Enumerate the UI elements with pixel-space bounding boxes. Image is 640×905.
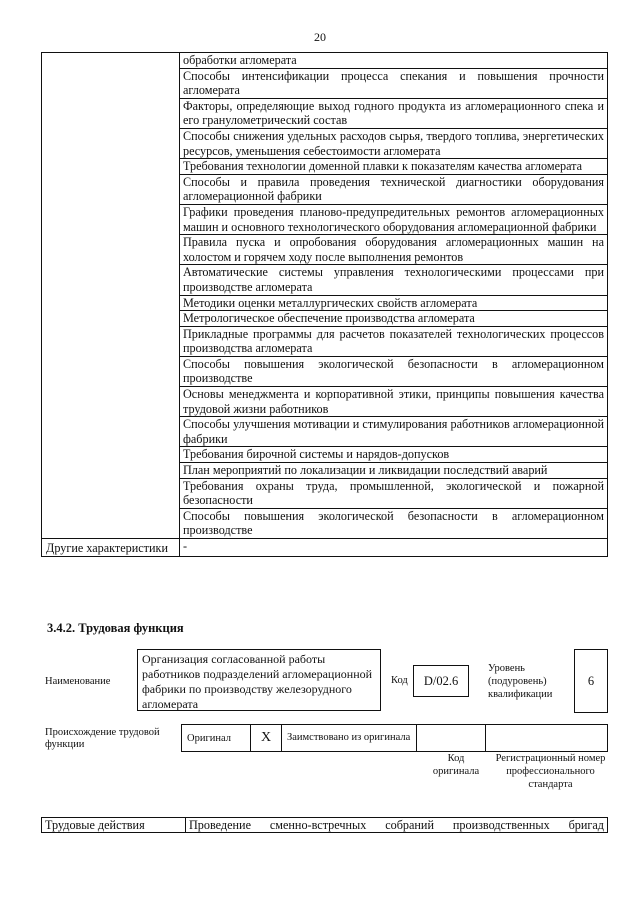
knowledge-item: Методики оценки металлургических свойств агломерата [180,295,608,311]
name-label: Наименование [45,676,111,687]
function-code-box: D/02.6 [413,665,469,697]
knowledge-item: Требования бирочной системы и нарядов-допусков [180,447,608,463]
origin-label: Происхождение трудовой функции [45,727,160,750]
original-code-caption: Код оригинала [432,753,480,777]
knowledge-item: Способы и правила проведения технической диагностики оборудования агломерационной фабрики [180,174,608,204]
origin-table [181,724,608,752]
knowledge-item: Правила пуска и опробования оборудования агломерационных машин на холостом и горячем ходу после выполнения ремонтов [180,235,608,265]
page-number: 20 [314,30,326,44]
knowledge-item: Факторы, определяющие выход годного продукта из агломерационного спека и его гранулометрический состав [180,98,608,128]
knowledge-item: Основы менеджмента и корпоративной этики, принципы повышения качества трудовой жизни работников [180,387,608,417]
borrowed-label: Заимствовано из оригинала [282,725,417,752]
knowledge-item: Способы повышения экологической безопасности в агломерационном производстве [180,356,608,386]
code-label: Код [391,675,408,686]
level-label: Уровень (подуровень) квалификации [488,663,553,700]
knowledge-item: Способы улучшения мотивации и стимулирования работников агломерационной фабрики [180,417,608,447]
knowledge-row [42,53,608,69]
other-characteristics-value: - [180,539,608,557]
level-value-box: 6 [574,649,608,713]
actions-label: Трудовые действия [42,818,186,833]
knowledge-item: Требования охраны труда, промышленной, экологической и пожарной безопасности [180,478,608,508]
knowledge-item: Способы повышения экологической безопасности в агломерационном производстве [180,508,608,538]
original-label: Оригинал [182,725,251,752]
registration-number-caption: Регистрационный номер профессионального стандарта [495,753,606,790]
section-heading: 3.4.2. Трудовая функция [47,621,184,635]
knowledge-left-cell [42,53,180,539]
actions-table [41,817,608,833]
knowledge-item: Требования технологии доменной плавки к показателям качества агломерата [180,159,608,175]
knowledge-item: План мероприятий по локализации и ликвидации последствий аварий [180,463,608,479]
knowledge-item: Способы интенсификации процесса спекания и повышения прочности агломерата [180,68,608,98]
original-code-cell [417,725,486,752]
knowledge-item: обработки агломерата [180,53,608,69]
other-characteristics-row [42,539,608,557]
other-characteristics-label: Другие характеристики [42,539,180,557]
knowledge-table [41,52,608,557]
original-mark: X [251,725,282,752]
knowledge-item: Метрологическое обеспечение производства агломерата [180,311,608,327]
actions-first-item: Проведение сменно-встречных собраний производственных бригад [186,818,608,833]
knowledge-item: Графики проведения планово-предупредительных ремонтов агломерационных машин и основного технологического оборудования агломерационной фабрики [180,204,608,234]
registration-number-cell [486,725,608,752]
knowledge-item: Способы снижения удельных расходов сырья, твердого топлива, энергетических ресурсов, уменьшения себестоимости агломерата [180,128,608,158]
knowledge-item: Автоматические системы управления технологическими процессами при производстве агломерата [180,265,608,295]
function-name-box: Организация согласованной работы работников подразделений агломерационной фабрики по производству железорудного агломерата [137,649,381,711]
knowledge-item: Прикладные программы для расчетов показателей технологических процессов производства агломерата [180,326,608,356]
